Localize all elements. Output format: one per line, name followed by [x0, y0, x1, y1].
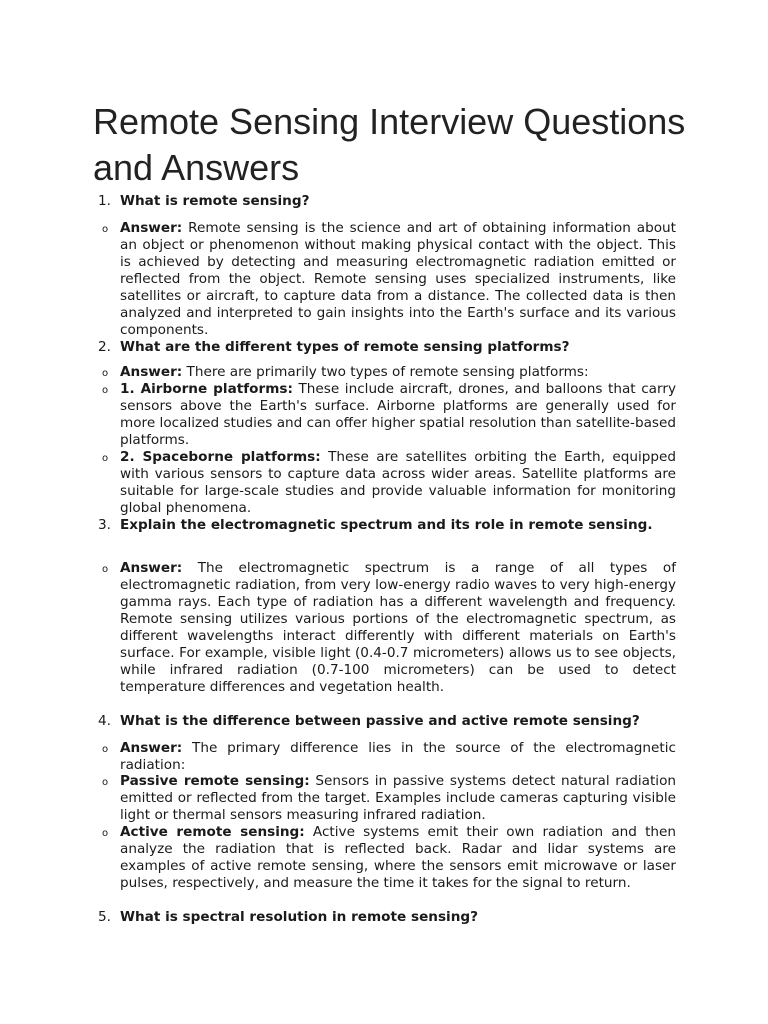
- question-number: 5.: [98, 909, 111, 925]
- answer-text: These are satellites orbiting the Earth, equipped with various sensors to capture data across wider areas. Satellite platforms are suitable for large-scale studies and provide valuable information for monitoring global phenomena.: [120, 449, 676, 516]
- question-text: What is spectral resolution in remote sensing?: [120, 909, 479, 925]
- question-2: [98, 339, 678, 356]
- answer-item: [98, 449, 676, 517]
- answer-lead: Answer:: [120, 560, 183, 576]
- question-text: What are the different types of remote sensing platforms?: [120, 339, 570, 355]
- bullet-icon: o: [102, 368, 109, 379]
- answer-lead: 2. Spaceborne platforms:: [120, 449, 321, 465]
- answer-item: [98, 740, 676, 774]
- question-number: 1.: [98, 193, 111, 209]
- question-text: Explain the electromagnetic spectrum and its role in remote sensing.: [120, 517, 653, 533]
- answer-lead: Answer:: [120, 220, 183, 236]
- answer-lead: Passive remote sensing:: [120, 773, 310, 789]
- bullet-icon: o: [102, 385, 109, 396]
- question-text: What is the difference between passive and active remote sensing?: [120, 713, 640, 729]
- answer-text: Sensors in passive systems detect natural radiation emitted or reflected from the target. Examples include cameras capturing visible light or thermal sensors measuring infrared radiation.: [120, 773, 677, 823]
- answer-text: There are primarily two types of remote sensing platforms:: [182, 364, 589, 380]
- answer-item: [98, 560, 676, 696]
- answer-text: The electromagnetic spectrum is a range of all types of electromagnetic radiation, from very low-energy radio waves to very high-energy gamma rays. Each type of radiation has a different wavelength and frequency. Remote sensing utilizes various portions of the electromagnetic spectrum, as different wavelengths interact differently with different materials on Earth's surface. For example, visible light (0.4-0.7 micrometers) allows us to see objects, while infrared radiation (0.7-100 micrometers) can be used to detect temperature differences and vegetation health.: [120, 560, 676, 695]
- question-3: [98, 517, 678, 534]
- page-title: Remote Sensing Interview Questions and Answers: [93, 101, 686, 188]
- bullet-icon: o: [102, 224, 109, 235]
- answer-lead: Answer:: [120, 364, 183, 380]
- question-number: 4.: [98, 713, 111, 729]
- bullet-icon: o: [102, 564, 109, 575]
- question-number: 3.: [98, 517, 111, 533]
- answer-text: These include aircraft, drones, and balloons that carry sensors above the Earth's surface. Airborne platforms are generally used for more localized studies and can offer higher spatial resolution than satellite-based platforms.: [120, 381, 676, 448]
- bullet-icon: o: [102, 744, 109, 755]
- answer-lead: 1. Airborne platforms:: [120, 381, 293, 397]
- question-4: [98, 713, 678, 730]
- bullet-icon: o: [102, 828, 109, 839]
- answer-item: [98, 773, 676, 824]
- answer-item: [98, 381, 676, 449]
- answer-text: The primary difference lies in the source of the electromagnetic radiation:: [120, 740, 676, 773]
- question-number: 2.: [98, 339, 111, 355]
- answer-text: Remote sensing is the science and art of obtaining information about an object or phenomenon without making physical contact with the object. This is achieved by detecting and measuring electromagnetic radiation emitted or reflected from the object. Remote sensing uses specialized instruments, like satellites or aircraft, to capture data from a distance. The collected data is then analyzed and interpreted to gain insights into the Earth's surface and its various components.: [120, 220, 676, 338]
- answer-lead: Active remote sensing:: [120, 824, 305, 840]
- bullet-icon: o: [102, 453, 109, 464]
- question-text: What is remote sensing?: [120, 193, 310, 209]
- question-5: [98, 909, 678, 926]
- answer-item: [98, 220, 676, 339]
- question-1: [98, 193, 678, 210]
- answer-item: [98, 364, 676, 381]
- answer-item: [98, 824, 676, 892]
- bullet-icon: o: [102, 777, 109, 788]
- answer-lead: Answer:: [120, 740, 183, 756]
- answer-text: Active systems emit their own radiation and then analyze the radiation that is reflected back. Radar and lidar systems are examples of active remote sensing, where the sensors emit microwave or laser pulses, respectively, and measure the time it takes for the signal to return.: [120, 824, 676, 891]
